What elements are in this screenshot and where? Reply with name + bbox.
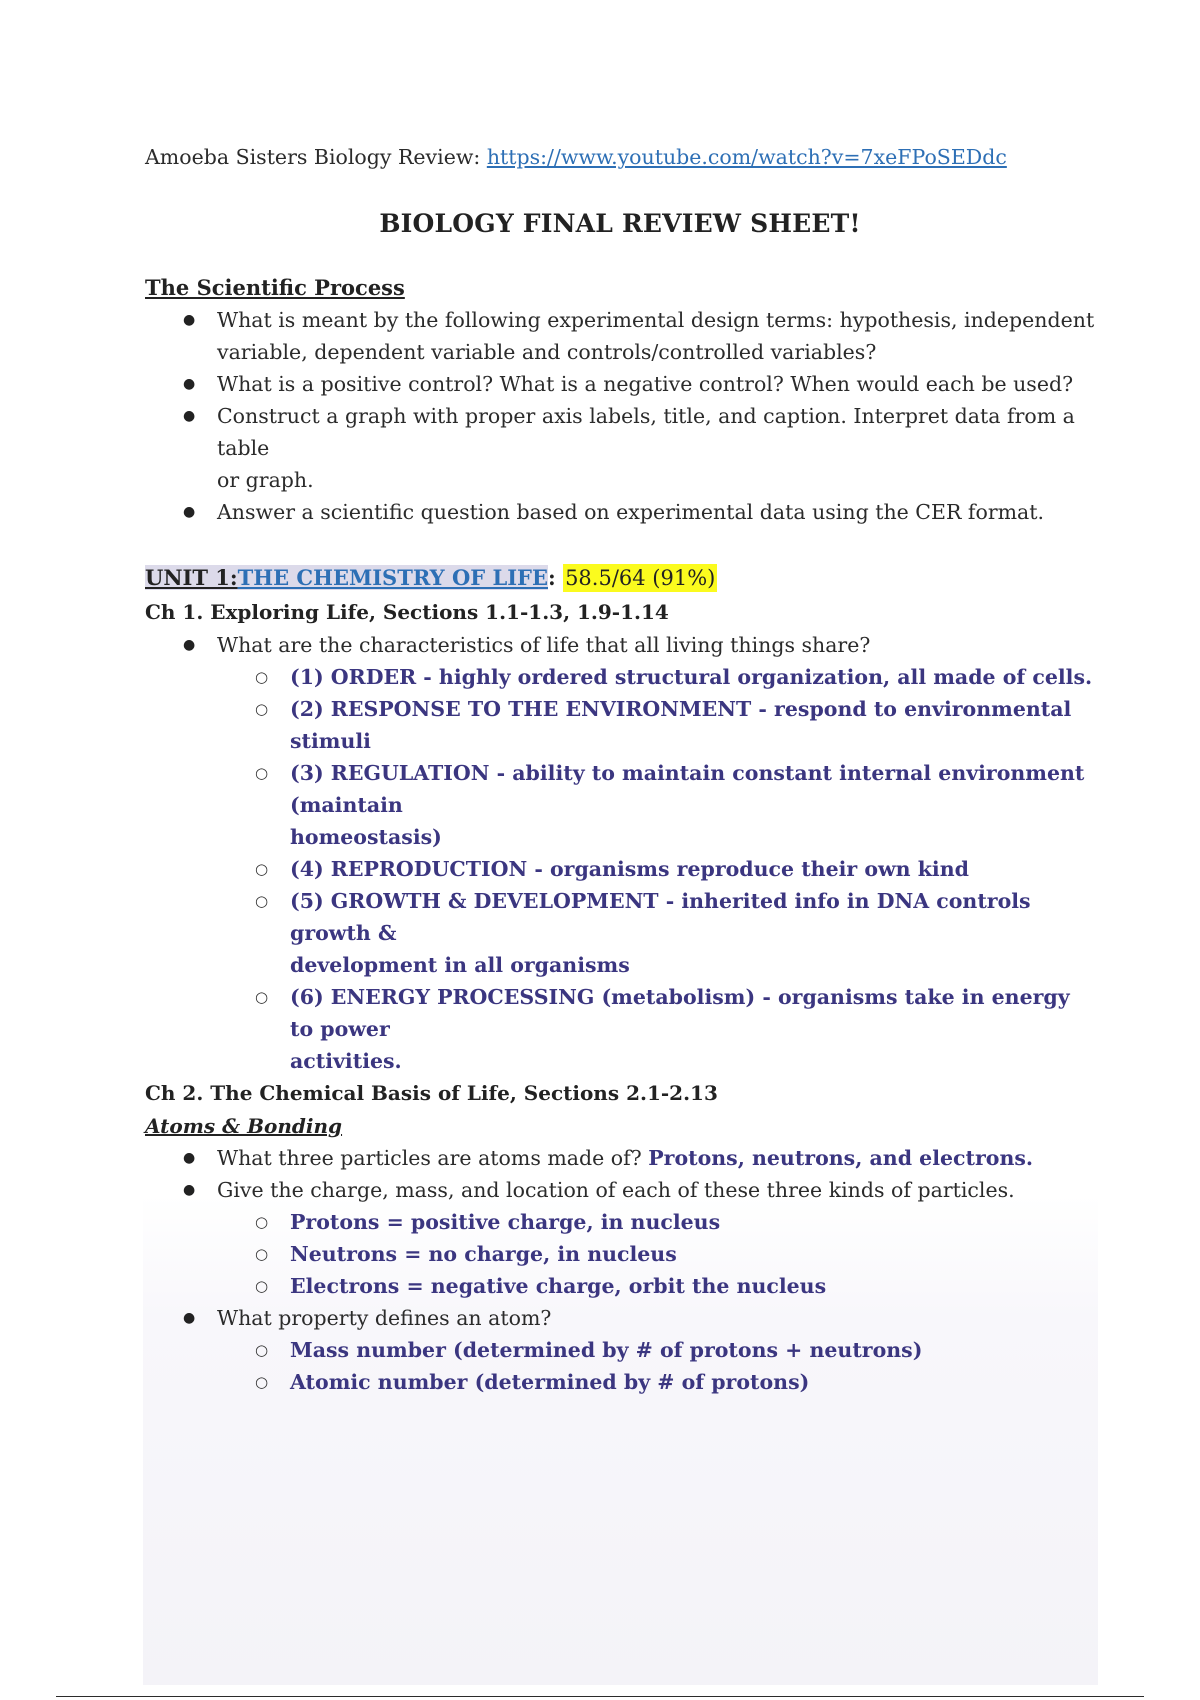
unit-heading [145, 560, 1095, 596]
list-item: ● Answer a scientific question based on experimental data using the CER format. [145, 496, 1095, 528]
answer-text: Protons, neutrons, and electrons. [648, 1146, 1034, 1170]
answer-item [145, 757, 1095, 853]
answer-item [145, 981, 1095, 1077]
answer-item: ○ Atomic number (determined by # of protons) [145, 1366, 1095, 1398]
list-item: ● What are the characteristics of life that all living things share? [145, 629, 1095, 661]
ch1-list [145, 629, 1095, 661]
unit-score-badge: 58.5/64 (91%) [565, 566, 716, 590]
unit-link[interactable]: THE CHEMISTRY OF LIFE [237, 565, 548, 590]
chapter-heading-ch1: Ch 1. Exploring Life, Sections 1.1-1.3, 1.9-1.14 [145, 600, 669, 624]
list-item [145, 1142, 1095, 1174]
answer-item: ○ Neutrons = no charge, in nucleus [145, 1238, 1095, 1270]
list-item-text: Construct a graph with proper axis labels, title, and caption. Interpret data from a table [217, 404, 1075, 460]
question-text: What three particles are atoms made of? [217, 1146, 649, 1170]
list-item-text: or graph. [217, 468, 314, 492]
answer-text: homeostasis) [290, 825, 442, 849]
answer-text: activities. [290, 1049, 402, 1073]
list-item-text: What is meant by the following experimental design terms: hypothesis, independent [217, 308, 1095, 332]
answer-text: (5) GROWTH & DEVELOPMENT - inherited info in DNA controls growth & [290, 889, 1031, 945]
answer-item [145, 885, 1095, 981]
review-link[interactable]: https://www.youtube.com/watch?v=7xeFPoSEDdc [486, 145, 1007, 169]
review-link-line [145, 141, 1095, 173]
answer-text: (3) REGULATION - ability to maintain constant internal environment (maintain [290, 761, 1085, 817]
subheading-atoms-bonding: Atoms & Bonding [145, 1114, 343, 1138]
answer-text: (6) ENERGY PROCESSING (metabolism) - organisms take in energy to power [290, 985, 1070, 1041]
list-item [145, 304, 1095, 368]
document-page [145, 141, 1095, 1398]
ch2-q3-answers [145, 1334, 1095, 1398]
ch1-answer-list [145, 661, 1095, 1077]
unit-colon: : [547, 565, 556, 590]
answer-item: ○ Protons = positive charge, in nucleus [145, 1206, 1095, 1238]
review-label: Amoeba Sisters Biology Review: [145, 145, 481, 169]
answer-item: ○ (1) ORDER - highly ordered structural organization, all made of cells. [145, 661, 1095, 693]
page-title: BIOLOGY FINAL REVIEW SHEET! [379, 209, 861, 238]
answer-item: ○ Electrons = negative charge, orbit the nucleus [145, 1270, 1095, 1302]
ch2-list [145, 1142, 1095, 1206]
list-item [145, 400, 1095, 496]
answer-text: development in all organisms [290, 953, 630, 977]
unit-label: UNIT 1: [145, 565, 238, 590]
answer-item: ○ Mass number (determined by # of protons + neutrons) [145, 1334, 1095, 1366]
ch2-q2-answers [145, 1206, 1095, 1302]
list-item: ● What is a positive control? What is a negative control? When would each be used? [145, 368, 1095, 400]
ch2-list-2 [145, 1302, 1095, 1334]
answer-item: ○ (2) RESPONSE TO THE ENVIRONMENT - respond to environmental stimuli [145, 693, 1095, 757]
list-item: ● What property defines an atom? [145, 1302, 1095, 1334]
page-bottom-rule [56, 1696, 1144, 1697]
scientific-process-list [145, 304, 1095, 528]
list-item: ● Give the charge, mass, and location of each of these three kinds of particles. [145, 1174, 1095, 1206]
answer-item: ○ (4) REPRODUCTION - organisms reproduce their own kind [145, 853, 1095, 885]
chapter-heading-ch2: Ch 2. The Chemical Basis of Life, Sections 2.1-2.13 [145, 1081, 718, 1105]
list-item-text: variable, dependent variable and controls/controlled variables? [217, 340, 877, 364]
section-heading-scientific-process: The Scientific Process [145, 275, 405, 300]
